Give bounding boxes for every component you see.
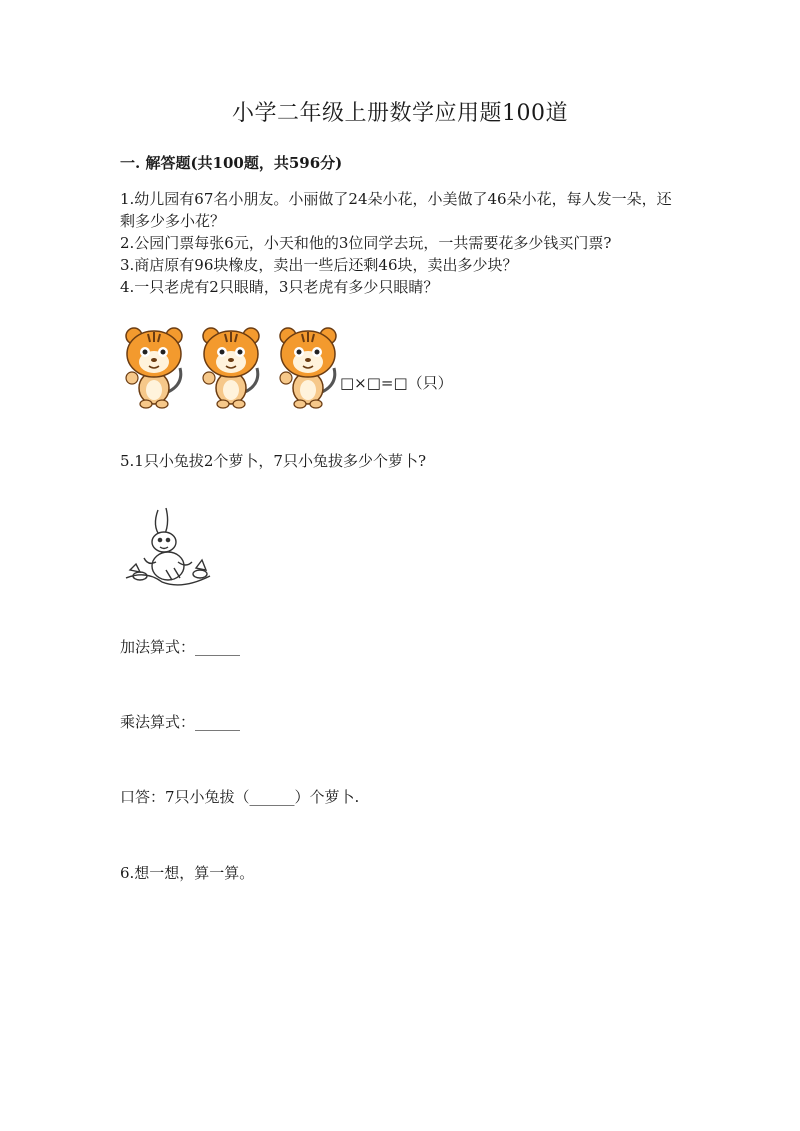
question-3: 3.商店原有96块橡皮，卖出一些后还剩46块，卖出多少块？ (120, 256, 518, 274)
question-1: 1.幼儿园有67名小朋友。小丽做了24朵小花，小美做了46朵小花，每人发一朵，还剩多少多小花？ (120, 190, 672, 230)
page-title: 小学二年级上册数学应用题100道 (232, 101, 568, 126)
section-heading: 一. 解答题(共100题，共596分) (120, 154, 343, 172)
tiger-icon (274, 322, 346, 410)
oral-answer-blank: 口答：7只小兔拔（______）个萝卜. (120, 788, 360, 806)
rabbit-icon (122, 506, 218, 590)
tiger-formula: □×□=□（只） (340, 374, 453, 392)
addition-formula-blank: 加法算式：______ (120, 638, 241, 656)
question-4: 4.一只老虎有2只眼睛，3只老虎有多少只眼睛？ (120, 278, 439, 296)
question-6: 6.想一想，算一算。 (120, 864, 255, 882)
question-5: 5.1只小兔拔2个萝卜，7只小兔拔多少个萝卜? (120, 452, 426, 470)
tiger-icon (120, 322, 192, 410)
multiplication-formula-blank: 乘法算式：______ (120, 713, 241, 731)
tiger-illustration (120, 322, 460, 414)
tiger-icon (197, 322, 269, 410)
question-2: 2.公园门票每张6元，小天和他的3位同学去玩，一共需要花多少钱买门票? (120, 234, 612, 252)
